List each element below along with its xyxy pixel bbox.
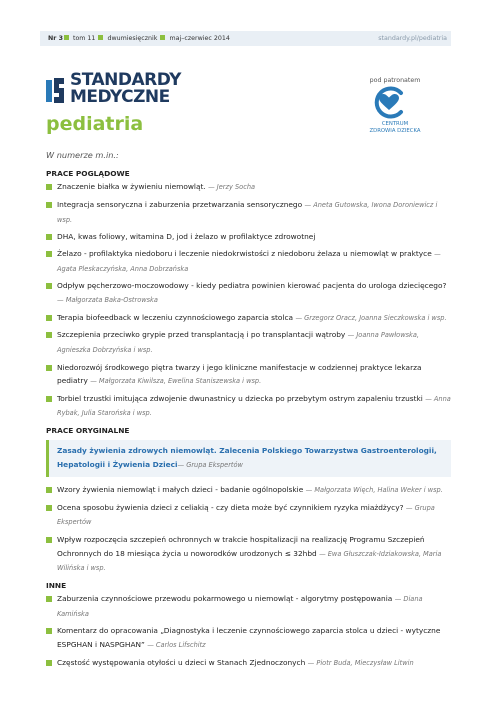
issue-frequency: dwumiesięcznik [107, 35, 158, 42]
table-of-contents [46, 167, 451, 673]
bullet-square-icon [46, 660, 52, 666]
brand-line-2: MEDYCZNE [70, 87, 170, 107]
article-title: Komentarz do opracowania „Diagnostyka i leczenie czynnościowego zaparcia stolca u dzieci - wytyczne ESPGHAN i NASPGHAN” [57, 626, 441, 649]
article-authors: — Małgorzata Kiwilsza, Ewelina Staniszewska i wsp. [90, 377, 262, 386]
section-title: INNE [46, 580, 67, 590]
article-title: Torbiel trzustki imitująca zdwojenie dwunastnicy u dziecka po przebytym ostrym zapaleniu trzustki [57, 393, 423, 403]
bullet-square-icon [160, 35, 165, 40]
article-authors: — Jerzy Socha [208, 183, 256, 192]
article-item[interactable] [46, 230, 451, 243]
article-item[interactable] [46, 328, 451, 357]
article-title: Niedorozwój środkowego piętra twarzy i jego kliniczne manifestacje w codziennej praktyce lekarza pediatry [57, 362, 422, 386]
bullet-square-icon [46, 365, 52, 371]
article-title: Żelazo - profilaktyka niedoboru i leczenie niedokrwistości z niedoboru żelaza u niemowląt w praktyce [57, 249, 432, 259]
article-title: Terapia biofeedback w leczeniu czynnościowego zaparcia stolca [57, 312, 294, 322]
featured-article-authors: — Grupa Ekspertów [177, 460, 243, 469]
article-authors: — Grupa Ekspertów [57, 504, 435, 527]
article-title: Ocena sposobu żywienia dzieci z celiakią - czy dieta może być czynnikiem ryzyka miażdżycy? [57, 503, 404, 513]
patron-name-line-2: ZDROWIA DZIECKA [369, 128, 421, 134]
article-item[interactable] [46, 311, 451, 325]
article-title: Częstość występowania otyłości u dzieci w Stanach Zjednoczonych [57, 657, 306, 667]
journal-url[interactable]: standardy.pl/pediatria [378, 35, 447, 42]
article-authors: — Grzegorz Oracz, Joanna Sieczkowska i wsp. [295, 313, 447, 322]
bullet-square-icon [46, 505, 52, 511]
bullet-square-icon [46, 596, 52, 602]
article-item[interactable] [46, 501, 451, 530]
journal-subtitle: pediatria [46, 113, 144, 135]
article-authors: — Ewa Głuszczak-Idziakowska, Maria Wilińska i wsp. [57, 549, 442, 573]
bullet-square-icon [46, 184, 52, 190]
article-authors: — Carlos Lifschitz [147, 640, 206, 649]
article-title: Odpływ pęcherzowo-moczowodowy - kiedy pediatra powinien kierować pacjenta do urologa dziecięcego? [57, 281, 447, 291]
article-title: DHA, kwas foliowy, witamina D, jod i żelazo w profilaktyce zdrowotnej [57, 232, 316, 242]
bullet-square-icon [46, 332, 52, 338]
section-title: PRACE POGLĄDOWE [46, 169, 130, 178]
article-item[interactable] [46, 279, 451, 307]
bullet-square-icon [46, 628, 52, 634]
article-authors: — Małgorzata Baka-Ostrowska [57, 295, 158, 304]
bullet-square-icon [46, 396, 52, 402]
article-authors: — Małgorzata Więch, Halina Weker i wsp. [305, 486, 443, 495]
bullet-square-icon [98, 35, 103, 40]
article-title: Znaczenie białka w żywieniu niemowląt. [57, 182, 206, 192]
patronage-label: pod patronatem [369, 77, 421, 84]
article-authors: — Agata Pleskaczyńska, Anna Dobrzańska [57, 250, 441, 273]
heart-logo-icon [368, 86, 410, 119]
contents-intro: W numerze m.in.: [46, 150, 119, 160]
featured-article[interactable] [46, 440, 451, 477]
article-title: Wzory żywienia niemowląt i małych dzieci - badanie ogólnopolskie [57, 485, 304, 495]
article-item[interactable] [46, 180, 451, 194]
patron-name-line-1: CENTRUM [381, 121, 409, 127]
article-authors: — Joanna Pawłowska, Agnieszka Dobrzyńska i wsp. [57, 331, 419, 354]
bullet-square-icon [46, 315, 52, 321]
article-item[interactable] [46, 247, 451, 276]
brand-line-1: STANDARDY [70, 70, 181, 90]
section-title: PRACE ORYGINALNE [46, 426, 130, 436]
bullet-square-icon [46, 234, 52, 240]
article-authors: — Diana Kamińska [57, 595, 423, 618]
article-item[interactable] [46, 624, 451, 652]
article-item[interactable] [46, 392, 451, 421]
article-title: Integracja sensoryczna i zaburzenia przetwarzania sensorycznego [57, 200, 303, 210]
issue-info [48, 35, 230, 42]
issue-header-bar [40, 31, 451, 46]
featured-article-title: Zasady żywienia zdrowych niemowląt. Zalecenia Polskiego Towarzystwa Gastroenterologii, Hepatologii i Żywienia Dzieci [57, 446, 437, 469]
bullet-square-icon [46, 251, 52, 257]
article-title: Zaburzenia czynnościowe przewodu pokarmowego u niemowląt - algorytmy postępowania [57, 594, 393, 604]
article-authors: — Anna Rybak, Julia Starońska i wsp. [57, 394, 451, 418]
article-item[interactable] [46, 656, 451, 670]
bullet-square-icon [46, 537, 52, 543]
bullet-square-icon [46, 283, 52, 289]
bullet-square-icon [46, 202, 52, 208]
issue-number: Nr 3 [48, 35, 63, 42]
article-authors: — Aneta Gutowska, Iwona Doroniewicz i wsp. [57, 201, 438, 224]
article-title: Wpływ rozpoczęcia szczepień ochronnych w trakcie hospitalizacji na realizację Programu Szczepień Ochronnych do 18 miesiąca życia u noworodków urodzonych ≤ 32hbd [57, 535, 425, 558]
journal-logo-icon [46, 75, 64, 105]
bullet-square-icon [64, 35, 69, 40]
patron-organization [350, 121, 440, 135]
issue-volume: tom 11 [72, 35, 96, 42]
issue-period: maj–czerwiec 2014 [169, 35, 230, 42]
article-item[interactable] [46, 483, 451, 497]
article-authors: — Piotr Buda, Mieczysław Litwin [307, 658, 414, 667]
article-title: Szczepienia przeciwko grypie przed transplantacją i po transplantacji wątroby [57, 330, 346, 340]
article-item[interactable] [46, 198, 451, 227]
article-item[interactable] [46, 361, 451, 389]
article-item[interactable] [46, 592, 451, 621]
article-item[interactable] [46, 533, 451, 575]
bullet-square-icon [46, 487, 52, 493]
